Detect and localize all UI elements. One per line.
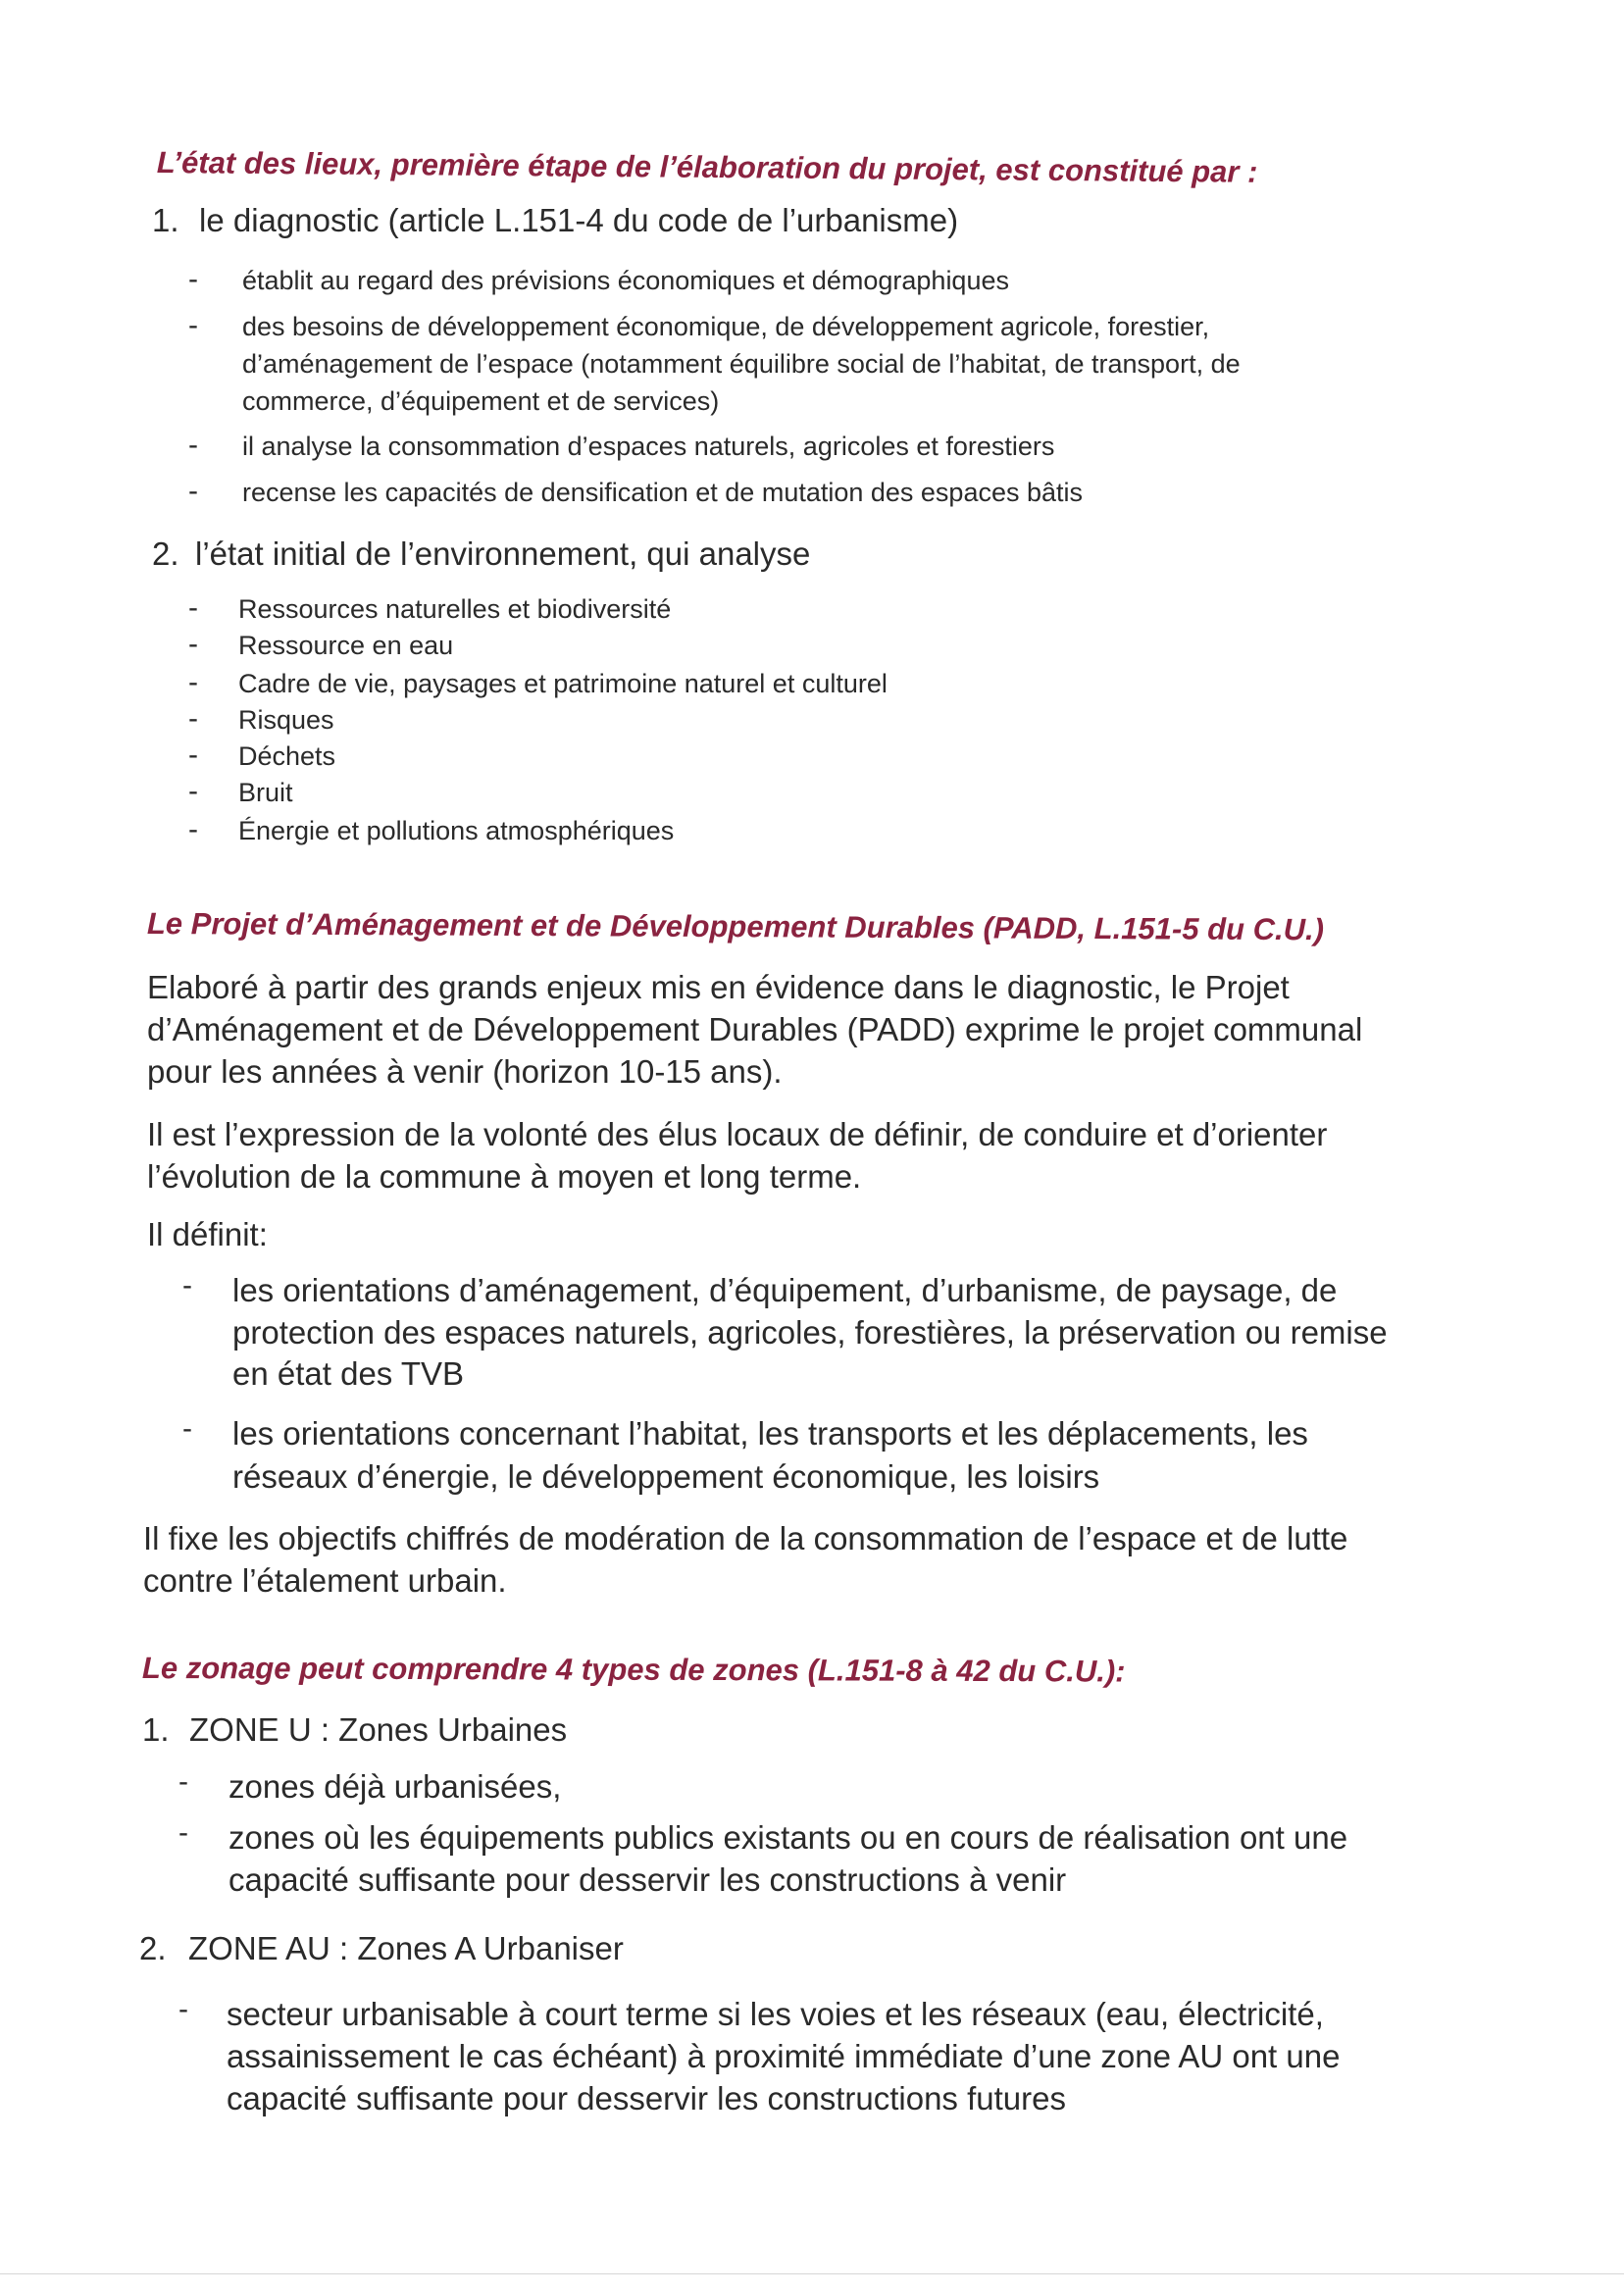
item-title: ZONE U : Zones Urbaines	[189, 1711, 568, 1748]
bullet-text: Risques	[238, 705, 334, 735]
bullet-text: protection des espaces naturels, agricoles, forestières, la préservation ou remise	[232, 1314, 1388, 1351]
item-title: ZONE AU : Zones A Urbaniser	[188, 1930, 624, 1966]
bullet-text: les orientations d’aménagement, d’équipement, d’urbanisme, de paysage, de	[232, 1272, 1338, 1308]
bullet-text: les orientations concernant l’habitat, les transports et les déplacements, les	[232, 1415, 1308, 1452]
bullet-text: en état des TVB	[232, 1355, 465, 1392]
bullet-text: recense les capacités de densification et de mutation des espaces bâtis	[242, 478, 1084, 507]
bullet-text: commerce, d’équipement et de services)	[242, 386, 720, 416]
bullet-text: capacité suffisante pour desservir les constructions futures	[227, 2080, 1066, 2116]
bullet-text: Cadre de vie, paysages et patrimoine naturel et culturel	[238, 669, 888, 698]
paragraph-line: l’évolution de la commune à moyen et long terme.	[147, 1158, 862, 1195]
section-heading-padd: Le Projet d’Aménagement et de Développement Durables (PADD, L.151-5 du C.U.)	[146, 906, 1325, 947]
numbered-item-etat-initial	[152, 535, 810, 573]
bullet-dash: -	[188, 702, 198, 735]
paragraph-line: pour les années à venir (horizon 10-15 ans).	[147, 1053, 783, 1090]
paragraph-line: contre l’étalement urbain.	[143, 1562, 507, 1599]
scan-edge-line	[0, 2273, 1624, 2274]
bullet-dash: -	[182, 1412, 192, 1445]
paragraph-intro: Il définit:	[147, 1216, 268, 1252]
bullet-text: des besoins de développement économique, de développement agricole, forestier,	[242, 312, 1210, 341]
item-number: 2.	[152, 535, 179, 572]
bullet-text: Énergie et pollutions atmosphériques	[238, 816, 675, 845]
bullet-dash: -	[188, 429, 198, 461]
item-title: l’état initial de l’environnement, qui analyse	[195, 535, 811, 572]
item-number: 1.	[152, 202, 179, 238]
bullet-dash: -	[188, 666, 198, 698]
paragraph-line: Elaboré à partir des grands enjeux mis en évidence dans le diagnostic, le Projet	[147, 969, 1290, 1005]
bullet-dash: -	[188, 775, 198, 807]
bullet-dash: -	[188, 739, 198, 771]
paragraph-line: Il fixe les objectifs chiffrés de modération de la consommation de l’espace et de lutte	[143, 1520, 1348, 1556]
bullet-text: capacité suffisante pour desservir les constructions à venir	[228, 1861, 1067, 1898]
paragraph-line: d’Aménagement et de Développement Durables (PADD) exprime le projet communal	[147, 1011, 1363, 1047]
bullet-text: zones déjà urbanisées,	[228, 1768, 562, 1805]
bullet-text: Ressource en eau	[238, 631, 454, 660]
bullet-dash: -	[188, 263, 198, 295]
section-heading-zonage: Le zonage peut comprendre 4 types de zones (L.151-8 à 42 du C.U.):	[141, 1651, 1126, 1689]
item-title: le diagnostic (article L.151-4 du code de l’urbanisme)	[199, 202, 959, 238]
bullet-text: zones où les équipements publics existants ou en cours de réalisation ont une	[228, 1819, 1348, 1856]
bullet-text: Bruit	[238, 778, 293, 807]
bullet-text: Déchets	[238, 741, 336, 771]
bullet-text: d’aménagement de l’espace (notamment équilibre social de l’habitat, de transport, de	[242, 349, 1241, 379]
bullet-dash: -	[178, 1816, 188, 1849]
bullet-text: réseaux d’énergie, le développement économique, les loisirs	[232, 1458, 1100, 1495]
item-number: 2.	[139, 1930, 167, 1966]
bullet-text: assainissement le cas échéant) à proximité immédiate d’une zone AU ont une	[227, 2038, 1341, 2074]
bullet-dash: -	[182, 1269, 192, 1301]
numbered-item-zone-au	[139, 1930, 624, 1967]
bullet-dash: -	[188, 475, 198, 507]
bullet-dash: -	[188, 628, 198, 660]
bullet-dash: -	[178, 1765, 188, 1798]
paragraph-line: Il est l’expression de la volonté des élus locaux de définir, de conduire et d’orienter	[147, 1116, 1328, 1152]
bullet-text: établit au regard des prévisions économiques et démographiques	[242, 266, 1009, 295]
bullet-dash: -	[178, 1993, 188, 2025]
bullet-dash: -	[188, 591, 198, 624]
numbered-item-diagnostic	[152, 202, 958, 239]
section-heading-etat-des-lieux: L’état des lieux, première étape de l’élaboration du projet, est constitué par :	[156, 145, 1258, 189]
bullet-dash: -	[188, 813, 198, 845]
bullet-text: il analyse la consommation d’espaces naturels, agricoles et forestiers	[242, 432, 1055, 461]
bullet-text: Ressources naturelles et biodiversité	[238, 594, 672, 624]
bullet-text: secteur urbanisable à court terme si les voies et les réseaux (eau, électricité,	[227, 1996, 1324, 2032]
bullet-dash: -	[188, 309, 198, 341]
numbered-item-zone-u	[142, 1711, 567, 1749]
item-number: 1.	[142, 1711, 170, 1748]
